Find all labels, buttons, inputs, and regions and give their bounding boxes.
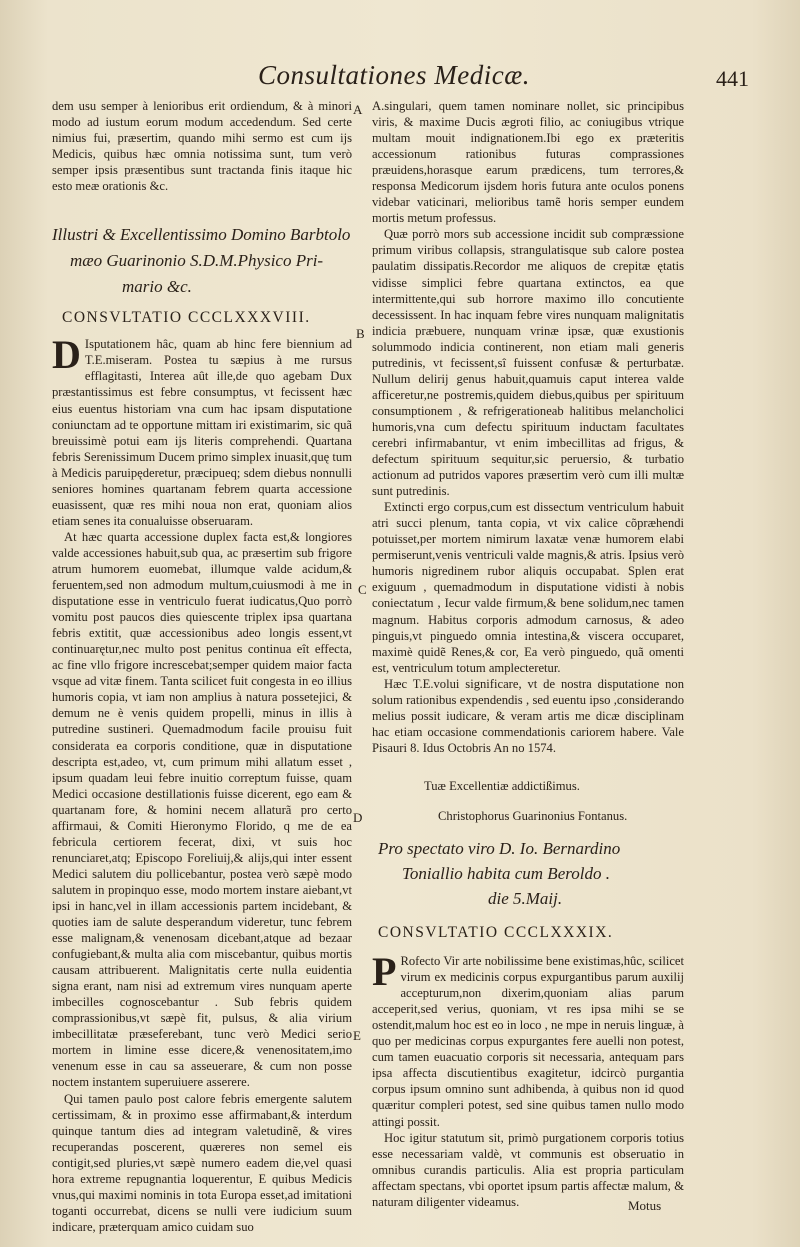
- left-paragraph-1: [52, 332, 352, 529]
- running-title: Consultationes Medicæ.: [258, 60, 530, 90]
- right-paragraph-5: [372, 949, 684, 1130]
- left-paragraph-3: Qui tamen paulo post calore febris emergente salutem certissimam, & in proximo esse affirmabant,& interdum quinque tantum dies ad integram valetudinẽ, & vires recuperandas poscerent, quæreres non semel eis contigit,sed pluries,vt sæpè numero eadem die,vel quasi hora extreme repugnantia loquerentur, E quibus Medicis vnus,qui maximi nominis in tota Europa esset,ad imitationi toganti occurrebat, dicens se nulli vere iudicium suum indicare, præterquam amico cuidam suo: [52, 1091, 352, 1234]
- drop-cap: D: [52, 332, 81, 378]
- right-paragraph-1: A.singulari, quem tamen nominare nollet, sic principibus viris, & maxime Ducis ægroti filio, ac coniugibus vtrique multam mouit indignationem.Ibi ego ex præteritis accessionum rationibus futuras comprassiones præuidens,horasque earum prædicens, tum terrores,& responsa Medicorum ijsdem horis futura ante oculos ponens videbar vaticinari, melioribus tamẽ horis semper eundem mortis metum professus.: [372, 99, 684, 226]
- right-paragraph-5-text: Rofecto Vir arte nobilissime bene existimas,hûc, scilicet virum ex medicinis corpus expurgantibus parum auxilij accepturum,non dixerim,quoniam alias parum acceperit,sed verius, quoniam, vt res ipsa mihi se se ostendit,malum hoc est eo in loco , ne mpe in neruis linguæ, à quo per medicinas corpus expurgantes fere auelli non potest, cum tamen euacuatio corporis sit necessaria, antequam pars ipsa affecta discutientibus exagitetur, idcircò purgantia corpus ipsum omnino sunt adhibenda, à quibus non id quod quæritur compleri potest, sed sine quibus tamen nullo modo attingi possit.: [372, 954, 684, 1129]
- margin-letter-c: C: [358, 582, 367, 597]
- signature: Christophorus Guarinonius Fontanus.: [438, 808, 628, 823]
- dedication-line-1: Illustri & Excellentissimo Domino Barbtolo: [52, 225, 351, 245]
- dedication2-line-3: die 5.Maij.: [488, 889, 563, 909]
- right-paragraph-2: Quæ porrò mors sub accessione incidit sub compræssione primum viribus collapsis, strangulatisque sub calore postea paulatim dissipatis.Recordor me aliquos de crepitæ ętatis vidisse simplici febre quartana extinctos, ea que intermittente,qui sub horrore maximo illo concutiente decessissent. In hac inquam febre vires nunquam malignitatis indicia præbuere, nunquam vrinæ ipsæ, quæ exustionis solummodo indicia continerent, non etiam mali generis putredinis, vt fecissent,sî fuissent confusæ & perturbatæ. Nullum delirij genus habuit,quamuis caput interea valde afficeretur,ne postremis,quidem diebus,quibus per spirituum consumptionem , & refrigerationeab halitibus melancholici humoris,vna cum defectu spirituum inductam facultates cerebri infirmabantur, vt enim imbecillitas ad frigus, & defectum spirituum sequitur,sic peruersio, & turbatio actionum ad putridos vapores præsertim verò cum illi multæ sunt putredinis.: [372, 227, 684, 499]
- right-paragraph-3: Extincti ergo corpus,cum est dissectum ventriculum habuit atri succi plenum, tanta copia, vt vix calice cõpræhendi potuisset,per mortem nimirum laxatæ venæ humorem elabi permiserunt,venis ventriculi valde magnis,& atris. Ipsius verò humoris nigredinem rubor aliquis occupabat. Splen erat exiguum , quemadmodum in disputatione vidisti à nobis coniectatum , Iecur valde firmum,& bene solidum,nec tamen magnum. Habitus corporis admodum carnosus, & adeo pinguis,vt pinguedo omnia intestina,& viscera occuparet, maximè quidẽ Renes,& cor, Ea verò pinguedo, quã omenti est, ventriculum totum amplecteretur.: [372, 500, 684, 675]
- dedication-heading: [52, 222, 352, 300]
- margin-letter-e: E: [353, 1028, 361, 1043]
- page-number: 441: [716, 66, 749, 91]
- consultation-title-2: CONSVLTATIO CCCLXXXIX.: [378, 924, 614, 942]
- left-column: [52, 98, 352, 1235]
- left-paragraph-2: At hæc quarta accessione duplex facta est,& longiores valde accessiones habuit,sub qua, ac præsertim sub frigore atrum humorem euomebat, illumque valde acidum,& feruentem,sed non admodum multum,cuiusmodi à me in disputatione esse in ventriculo fuerat iudicatus,Quo porrò vomitu post paucos dies quiescente triplex ipsa quartana febris extitit, quæ accessionibus adeo longis essent,vt continuarętur,nec multo post penitus continua eît effecta, ac fine vllo frigore increscebat;semper quidem maior facta vsque ad vitæ finem. Tanta scilicet fuit congesta in eo illius humoris copia, vt iam non amplius à natura possetejici, & demum ne è venis quidem propelli, minus in illis à putredine sustineri. Quemadmodum facile prouisu fuit considerata ea corporis conditione, quæ in disputatione descripta est,adeo, vt, cum primum mihi allatum esset , ipsum quadam leui febre inuitio correptum fuisse, quam Medici occasione destillationis fuisse dicerent, ego eam & quartanam fore, & homini necem allaturã pro certo affirmaui, & Comiti Hieronymo Florido, q me de ea febricula certiorem fecerat, dixi, vt suis hoc renunciaret,atq; Episcopo Foreliuij,& alijs,qui inter essent Medici salutem diu pollicebantur, postea verò sæpè modo salutem in propinquo esse, modo mortem instare aiebant,vt ipsi in hanc,vel in illam accessionis partem incidebant, & quoties iam de salute desperandum videretur, tunc febrem esse malignam,& venenosam dicebant,atque ad bezaar confugiebant,& multa alia com miscebantur, quibus mortis causam attribuerent. Malignitatis certe nulla euidentia signa erant, nam nisi ad extremum vires nunquam aperte imbecilles cognoscebantur . Sub febris quidem comprassionibus,vt sæpè fit, pulsus, & alia virium imbecillitatæ præseferebant, tunc verò Medici serio mortem in limine esse dicere,& venenositatem,imo venenum esse in cau sa asseuerare, & cum non posse noctem instantem superuiuere asserere.: [52, 529, 352, 1090]
- dedication-line-3: mario &c.: [122, 277, 192, 297]
- dedication-line-2: mæo Guarinonio S.D.M.Physico Pri-: [70, 251, 324, 271]
- right-column: [372, 98, 684, 1210]
- page-header: [0, 58, 800, 98]
- margin-letter-b: B: [356, 326, 365, 341]
- right-paragraph-4: Hæc T.E.volui significare, vt de nostra disputatione non solum rationibus expendendis , sed euentu ipso ,considerando melius possit iudicare, & veram artis me dicæ disciplinam hac etiam occasione commendationis cariorem habere. Vale Pisauri 8. Idus Octobris An no 1574.: [372, 676, 684, 755]
- margin-letter-a: A: [353, 102, 363, 117]
- dedication-heading-2: [378, 836, 684, 911]
- catchword: Motus: [628, 1198, 662, 1213]
- dedication2-line-2: Toniallio habita cum Beroldo .: [402, 864, 610, 884]
- margin-letter-d: D: [353, 810, 363, 825]
- dedication2-line-1: Pro spectato viro D. Io. Bernardino: [378, 839, 621, 859]
- closing-salutation: Tuæ Excellentiæ addictißimus.: [424, 778, 580, 793]
- left-paragraph-1-text: Isputationem hâc, quam ab hinc fere biennium ad T.E.miseram. Postea tu sæpius à me rursus efflagitasti, Interea aût ille,de quo agebam Dux præstantissimus est febre consumptus, vt fecissent hæc eius euentus historiam vna cum hac ipsam disputatione coniunctam ad te opportune mittam iri existimarim, sic quã breuissimè potui eam ijs literis comprehendi. Quartana febris Serenissimum Ducem primo simplex inuasit,quę tum à Medicis paruipęderetur, præcipueq; sdem diebus nonnulli seniores homines quartanam febrem quarta accessione euasissent, quæ res mihi noua non erat, quoniam alios etiam senes ita conualuisse obseruaram.: [52, 337, 352, 528]
- consultation-title: CONSVLTATIO CCCLXXXVIII.: [62, 309, 311, 327]
- drop-cap-2: P: [372, 949, 397, 995]
- left-opening-paragraph: dem usu semper à lenioribus erit ordiendum, & à minori modo ad iustum eorum modum accedendum. Sed certe nimius fui, præsertim, quando mihi sermo est cum ijs Medicis, quibus hæc omnia notissima sunt, tum verò semper ipsis præsentibus sunt tractanda finis itaque hic esto meæ orationis &c.: [52, 99, 352, 194]
- right-paragraph-6: Hoc igitur statutum sit, primò purgationem corporis totius esse necessariam valdè, vt communis est obseruatio in omnibus curandis particulis. Alia est propria particulam affectam spectans, vbi oportet ipsum partis affectæ malum, & naturam diligenter videamus.: [372, 1130, 684, 1209]
